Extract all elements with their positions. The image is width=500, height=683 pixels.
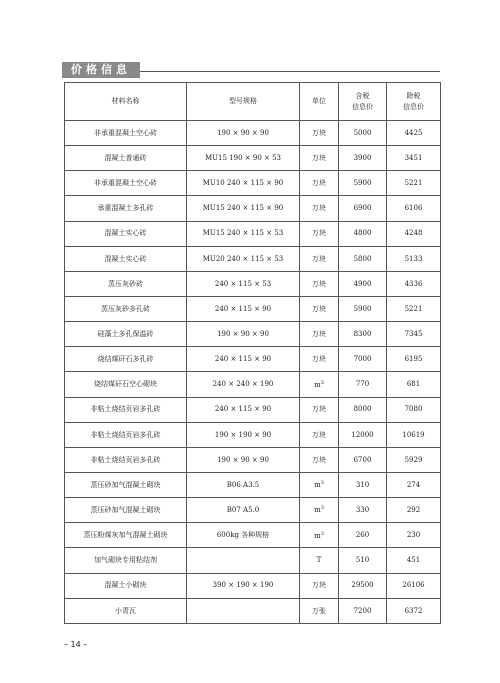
unit-text: 万块 (312, 179, 326, 188)
unit-text: 万块 (312, 128, 326, 137)
cell-material-name: 蒸压粉煤灰加气混凝土砌块 (65, 523, 187, 548)
unit-text: 万块 (312, 455, 326, 464)
unit-superscript: 3 (320, 480, 324, 487)
unit-text: 万块 (312, 355, 326, 364)
cell-tax-inclusive-price: 510 (339, 548, 387, 573)
cell-tax-exclusive-price: 26106 (387, 573, 441, 598)
cell-material-name: 烧结煤矸石多孔砖 (65, 347, 187, 372)
unit-text: 万块 (312, 430, 326, 439)
cell-tax-exclusive-price: 230 (387, 523, 441, 548)
unit-text: 万块 (312, 279, 326, 288)
cell-tax-inclusive-price: 29500 (339, 573, 387, 598)
header-tax-inclusive-price (339, 83, 387, 121)
unit-text: m (314, 481, 321, 490)
cell-tax-inclusive-price: 260 (339, 523, 387, 548)
price-table (64, 82, 441, 624)
unit-text: m (314, 531, 321, 540)
table-row (65, 271, 441, 296)
unit-text: m (314, 380, 321, 389)
table-row (65, 121, 441, 146)
cell-material-name: 小青瓦 (65, 598, 187, 623)
cell-material-name: 蒸压砂加气混凝土砌块 (65, 472, 187, 497)
cell-spec (187, 598, 300, 623)
header-tax-exclusive-line1: 除税 (406, 91, 421, 100)
table-row (65, 246, 441, 271)
header-spec: 型号规格 (187, 83, 300, 121)
page-number: – 14 – (64, 640, 88, 649)
table-row (65, 573, 441, 598)
cell-tax-exclusive-price: 7345 (387, 322, 441, 347)
table-row (65, 548, 441, 573)
cell-material-name: 非承重混凝土空心砖 (65, 171, 187, 196)
cell-material-name: 加气砌块专用粘结剂 (65, 548, 187, 573)
cell-spec: 600kg 各种规格 (187, 523, 300, 548)
table-row (65, 146, 441, 171)
section-title-rule (140, 71, 440, 72)
unit-text: 万块 (312, 254, 326, 263)
cell-unit (300, 196, 339, 221)
cell-tax-inclusive-price: 6900 (339, 196, 387, 221)
header-tax-exclusive-line2: 信息价 (403, 103, 424, 111)
unit-text: 万块 (312, 581, 326, 590)
cell-material-name: 非粘土烧结页岩多孔砖 (65, 397, 187, 422)
cell-unit (300, 347, 339, 372)
cell-tax-exclusive-price: 10619 (387, 422, 441, 447)
cell-tax-inclusive-price: 8300 (339, 322, 387, 347)
cell-tax-inclusive-price: 8000 (339, 397, 387, 422)
cell-spec: B07 A5.0 (187, 498, 300, 523)
unit-text: 万块 (312, 304, 326, 313)
table-row (65, 196, 441, 221)
cell-tax-exclusive-price: 4425 (387, 121, 441, 146)
cell-tax-exclusive-price: 4248 (387, 221, 441, 246)
cell-tax-inclusive-price: 7000 (339, 347, 387, 372)
cell-unit (300, 171, 339, 196)
cell-unit (300, 472, 339, 497)
cell-spec: MU15 240 × 115 × 53 (187, 221, 300, 246)
cell-tax-inclusive-price: 5900 (339, 171, 387, 196)
header-tax-exclusive-price (387, 83, 441, 121)
cell-tax-inclusive-price: 5000 (339, 121, 387, 146)
header-tax-inclusive-line1: 含税 (355, 91, 370, 100)
table-row (65, 498, 441, 523)
cell-spec: 240 × 115 × 90 (187, 347, 300, 372)
table-row (65, 523, 441, 548)
section-title: 价格信息 (62, 62, 140, 78)
cell-unit (300, 372, 339, 397)
cell-tax-exclusive-price: 5133 (387, 246, 441, 271)
table-row (65, 472, 441, 497)
cell-tax-inclusive-price: 310 (339, 472, 387, 497)
unit-text: 万张 (312, 606, 326, 615)
cell-material-name: 非承重混凝土空心砖 (65, 121, 187, 146)
cell-tax-exclusive-price: 6372 (387, 598, 441, 623)
cell-tax-inclusive-price: 6700 (339, 447, 387, 472)
cell-unit (300, 146, 339, 171)
unit-text: 万块 (312, 405, 326, 414)
table-row (65, 447, 441, 472)
table-row (65, 422, 441, 447)
cell-spec: 190 × 90 × 90 (187, 447, 300, 472)
header-unit: 单位 (300, 83, 339, 121)
cell-tax-exclusive-price: 5221 (387, 171, 441, 196)
cell-spec: MU10 240 × 115 × 90 (187, 171, 300, 196)
unit-text: 万块 (312, 229, 326, 238)
cell-spec: 240 × 115 × 90 (187, 397, 300, 422)
cell-material-name: 混凝土小砌块 (65, 573, 187, 598)
unit-text: m (314, 506, 321, 515)
cell-material-name: 混凝土实心砖 (65, 246, 187, 271)
cell-unit (300, 246, 339, 271)
cell-material-name: 承重混凝土多孔砖 (65, 196, 187, 221)
cell-spec: B06 A3.5 (187, 472, 300, 497)
cell-tax-exclusive-price: 274 (387, 472, 441, 497)
cell-tax-exclusive-price: 451 (387, 548, 441, 573)
cell-tax-inclusive-price: 4800 (339, 221, 387, 246)
cell-unit (300, 397, 339, 422)
unit-superscript: 3 (320, 530, 324, 537)
cell-tax-exclusive-price: 6106 (387, 196, 441, 221)
cell-material-name: 非粘土烧结页岩多孔砖 (65, 422, 187, 447)
cell-tax-exclusive-price: 7080 (387, 397, 441, 422)
cell-tax-inclusive-price: 330 (339, 498, 387, 523)
cell-spec: 190 × 90 × 90 (187, 322, 300, 347)
cell-spec (187, 548, 300, 573)
cell-spec: 190 × 190 × 90 (187, 422, 300, 447)
table-row (65, 397, 441, 422)
cell-material-name: 非粘土烧结页岩多孔砖 (65, 447, 187, 472)
table-row (65, 598, 441, 623)
cell-spec: 240 × 240 × 190 (187, 372, 300, 397)
cell-tax-exclusive-price: 6195 (387, 347, 441, 372)
cell-material-name: 蒸压灰砂砖 (65, 271, 187, 296)
unit-text: T (316, 556, 322, 565)
cell-tax-exclusive-price: 4336 (387, 271, 441, 296)
cell-tax-inclusive-price: 5800 (339, 246, 387, 271)
cell-tax-inclusive-price: 4900 (339, 271, 387, 296)
cell-material-name: 混凝土实心砖 (65, 221, 187, 246)
cell-tax-inclusive-price: 7200 (339, 598, 387, 623)
header-material-name: 材料名称 (65, 83, 187, 121)
table-row (65, 347, 441, 372)
table-row (65, 372, 441, 397)
cell-tax-inclusive-price: 3900 (339, 146, 387, 171)
cell-unit (300, 573, 339, 598)
cell-material-name: 蒸压砂加气混凝土砌块 (65, 498, 187, 523)
cell-tax-inclusive-price: 5900 (339, 296, 387, 321)
table-row (65, 322, 441, 347)
cell-unit (300, 498, 339, 523)
cell-unit (300, 523, 339, 548)
cell-material-name: 烧结煤矸石空心砌块 (65, 372, 187, 397)
cell-material-name: 蒸压灰砂多孔砖 (65, 296, 187, 321)
cell-tax-exclusive-price: 292 (387, 498, 441, 523)
cell-spec: 190 × 90 × 90 (187, 121, 300, 146)
table-row (65, 171, 441, 196)
cell-unit (300, 548, 339, 573)
cell-spec: MU15 190 × 90 × 53 (187, 146, 300, 171)
cell-unit (300, 271, 339, 296)
unit-text: 万块 (312, 154, 326, 163)
cell-unit (300, 296, 339, 321)
header-tax-inclusive-line2: 信息价 (352, 103, 373, 111)
cell-spec: 240 × 115 × 90 (187, 296, 300, 321)
cell-tax-exclusive-price: 681 (387, 372, 441, 397)
cell-tax-inclusive-price: 770 (339, 372, 387, 397)
cell-material-name: 硅藻土多孔保温砖 (65, 322, 187, 347)
unit-superscript: 3 (320, 379, 324, 386)
cell-spec: 240 × 115 × 53 (187, 271, 300, 296)
cell-tax-inclusive-price: 12000 (339, 422, 387, 447)
table-row (65, 221, 441, 246)
cell-unit (300, 422, 339, 447)
unit-text: 万块 (312, 204, 326, 213)
cell-unit (300, 221, 339, 246)
cell-tax-exclusive-price: 3451 (387, 146, 441, 171)
cell-spec: MU15 240 × 115 × 90 (187, 196, 300, 221)
cell-unit (300, 121, 339, 146)
unit-superscript: 3 (320, 505, 324, 512)
cell-unit (300, 447, 339, 472)
cell-unit (300, 322, 339, 347)
cell-spec: MU20 240 × 115 × 53 (187, 246, 300, 271)
table-row (65, 296, 441, 321)
table-header-row (65, 83, 441, 121)
cell-material-name: 混凝土普通砖 (65, 146, 187, 171)
cell-unit (300, 598, 339, 623)
cell-tax-exclusive-price: 5929 (387, 447, 441, 472)
cell-tax-exclusive-price: 5221 (387, 296, 441, 321)
unit-text: 万块 (312, 330, 326, 338)
cell-spec: 390 × 190 × 190 (187, 573, 300, 598)
